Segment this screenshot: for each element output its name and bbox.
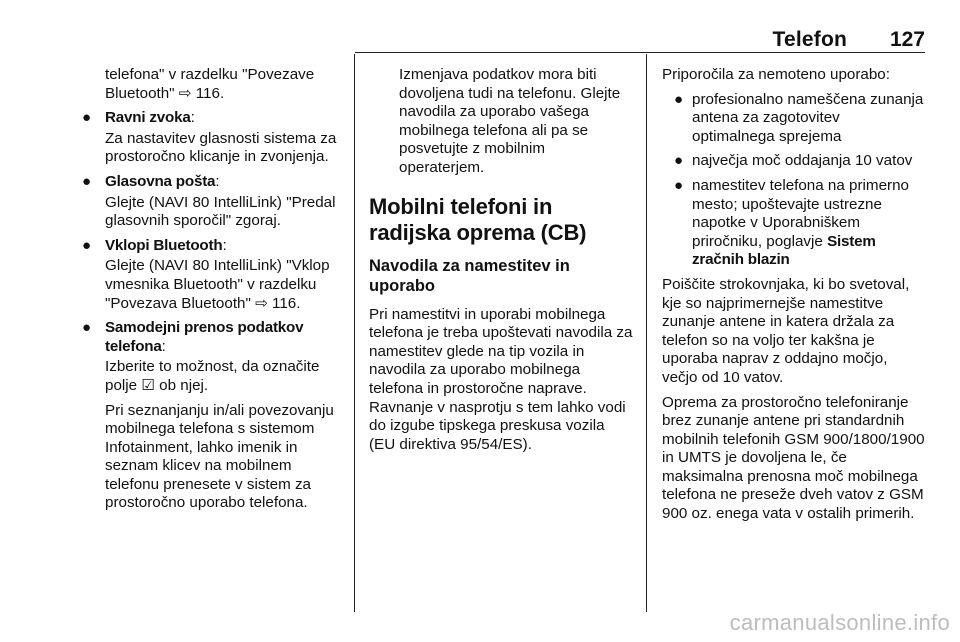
list-item-vklopi-bluetooth: ● Vklopi Bluetooth: xyxy=(82,236,227,254)
body-paragraph: Oprema za prostoročno telefoniranje brez zunanje antene pri standardnih mobilnih telefonih GSM 900/1800/1900 in UMTS je dovoljena le, če maksimalna prenosna moč mobilnega telefona ne preseže dveh vatov z GSM 900 oz. enega vata v ostalih primerih. xyxy=(662,393,925,523)
subsection-heading: Navodila za namestitev in uporabo xyxy=(369,256,570,295)
list-item-label: Vklopi Bluetooth xyxy=(105,236,223,254)
section-heading: Mobilni telefoni in radijska oprema (CB) xyxy=(369,193,587,245)
list-item xyxy=(662,91,926,147)
bullet-icon: ● xyxy=(82,172,92,190)
body-paragraph: Pri namestitvi in uporabi mobilnega telefona je treba upoštevati navodila za namestitev glede na tip vozila in navodila za uporabo mobilnega telefona in prostoročne naprave. Ravnanje v nasprotju s tem lahko vodi do izgube tipskega preskusa vozila (EU direktiva 95/54/ES). xyxy=(369,305,633,453)
column-divider-1 xyxy=(354,54,355,612)
list-item-label: Ravni zvoka xyxy=(105,109,191,127)
bullet-icon: ● xyxy=(82,236,92,254)
section-title: Telefon xyxy=(772,28,847,51)
list-item-samodejni-prenos: ● Samodejni prenos podatkov telefona: xyxy=(82,319,304,355)
header-rule xyxy=(355,52,925,53)
continued-text-line-2: Bluetooth" ⇨ 116. xyxy=(105,84,225,102)
column-2 xyxy=(369,66,633,460)
watermark: carmanualsonline.info xyxy=(729,610,950,635)
cross-reference: Sistem zračnih blazin xyxy=(692,232,876,269)
page-header xyxy=(0,28,925,54)
list-item-description: Glejte (NAVI 80 IntelliLink) "Predal glasovnih sporočil" zgoraj. xyxy=(105,193,336,230)
column-divider-2 xyxy=(646,54,647,612)
list-item-text: profesionalno nameščena zunanja antena za zagotovitev optimalnega sprejema xyxy=(692,90,924,145)
continued-text-line-1: telefona" v razdelku "Povezave xyxy=(105,66,315,83)
list-item-label: Samodejni prenos podatkov telefona xyxy=(105,319,304,355)
column-1 xyxy=(77,66,339,519)
intro-paragraph: Izmenjava podatkov mora biti dovoljena tudi na telefonu. Glejte navodila za uporabo vašega mobilnega telefona ali pa se posvetujte z mobilnim operaterjem. xyxy=(399,66,621,176)
page-number: 127 xyxy=(889,28,925,51)
list-item-description: Izberite to možnost, da označite polje ☑ ob njej. xyxy=(105,358,320,394)
bullet-icon: ● xyxy=(674,152,684,170)
bullet-icon: ● xyxy=(82,109,92,127)
column-3 xyxy=(662,66,926,530)
list-item xyxy=(662,177,926,270)
recommendations-intro: Priporočila za nemoteno uporabo: xyxy=(662,66,890,83)
list-item xyxy=(662,152,926,171)
list-item-glasovna-posta: ● Glasovna pošta: xyxy=(82,172,220,190)
body-paragraph: Poiščite strokovnjaka, ki bo svetoval, kje so najprimernejše namestitve zunanje antene in katera držala za telefon so na voljo ter kakšna je uporaba naprav z oddajno močjo, večjo od 10 vatov. xyxy=(662,275,910,386)
list-item-text: namestitev telefona na primerno mesto; upoštevajte ustrezne napotke v Uporabniškem priročniku, poglavje xyxy=(692,176,909,250)
list-item-description: Glejte (NAVI 80 IntelliLink) "Vklop vmesnika Bluetooth" v razdelku "Povezava Bluetooth" ⇨ 116. xyxy=(105,257,330,312)
bullet-icon: ● xyxy=(674,90,684,108)
bullet-icon: ● xyxy=(82,319,92,337)
list-item-label: Glasovna pošta xyxy=(105,172,216,190)
list-item-description: Za nastavitev glasnosti sistema za prostoročno klicanje in zvonjenja. xyxy=(105,129,337,166)
list-item-text: največja moč oddajanja 10 vatov xyxy=(692,152,913,170)
list-item-ravni-zvoka: ● Ravni zvoka: xyxy=(82,109,195,127)
list-item-description: Pri seznanjanju in/ali povezovanju mobilnega telefona s sistemom Infotainment, lahko imenik in seznam klicev na mobilnem telefonu prenesete v sistem za prostoročno uporabo telefona. xyxy=(105,401,334,512)
bullet-icon: ● xyxy=(674,176,684,194)
